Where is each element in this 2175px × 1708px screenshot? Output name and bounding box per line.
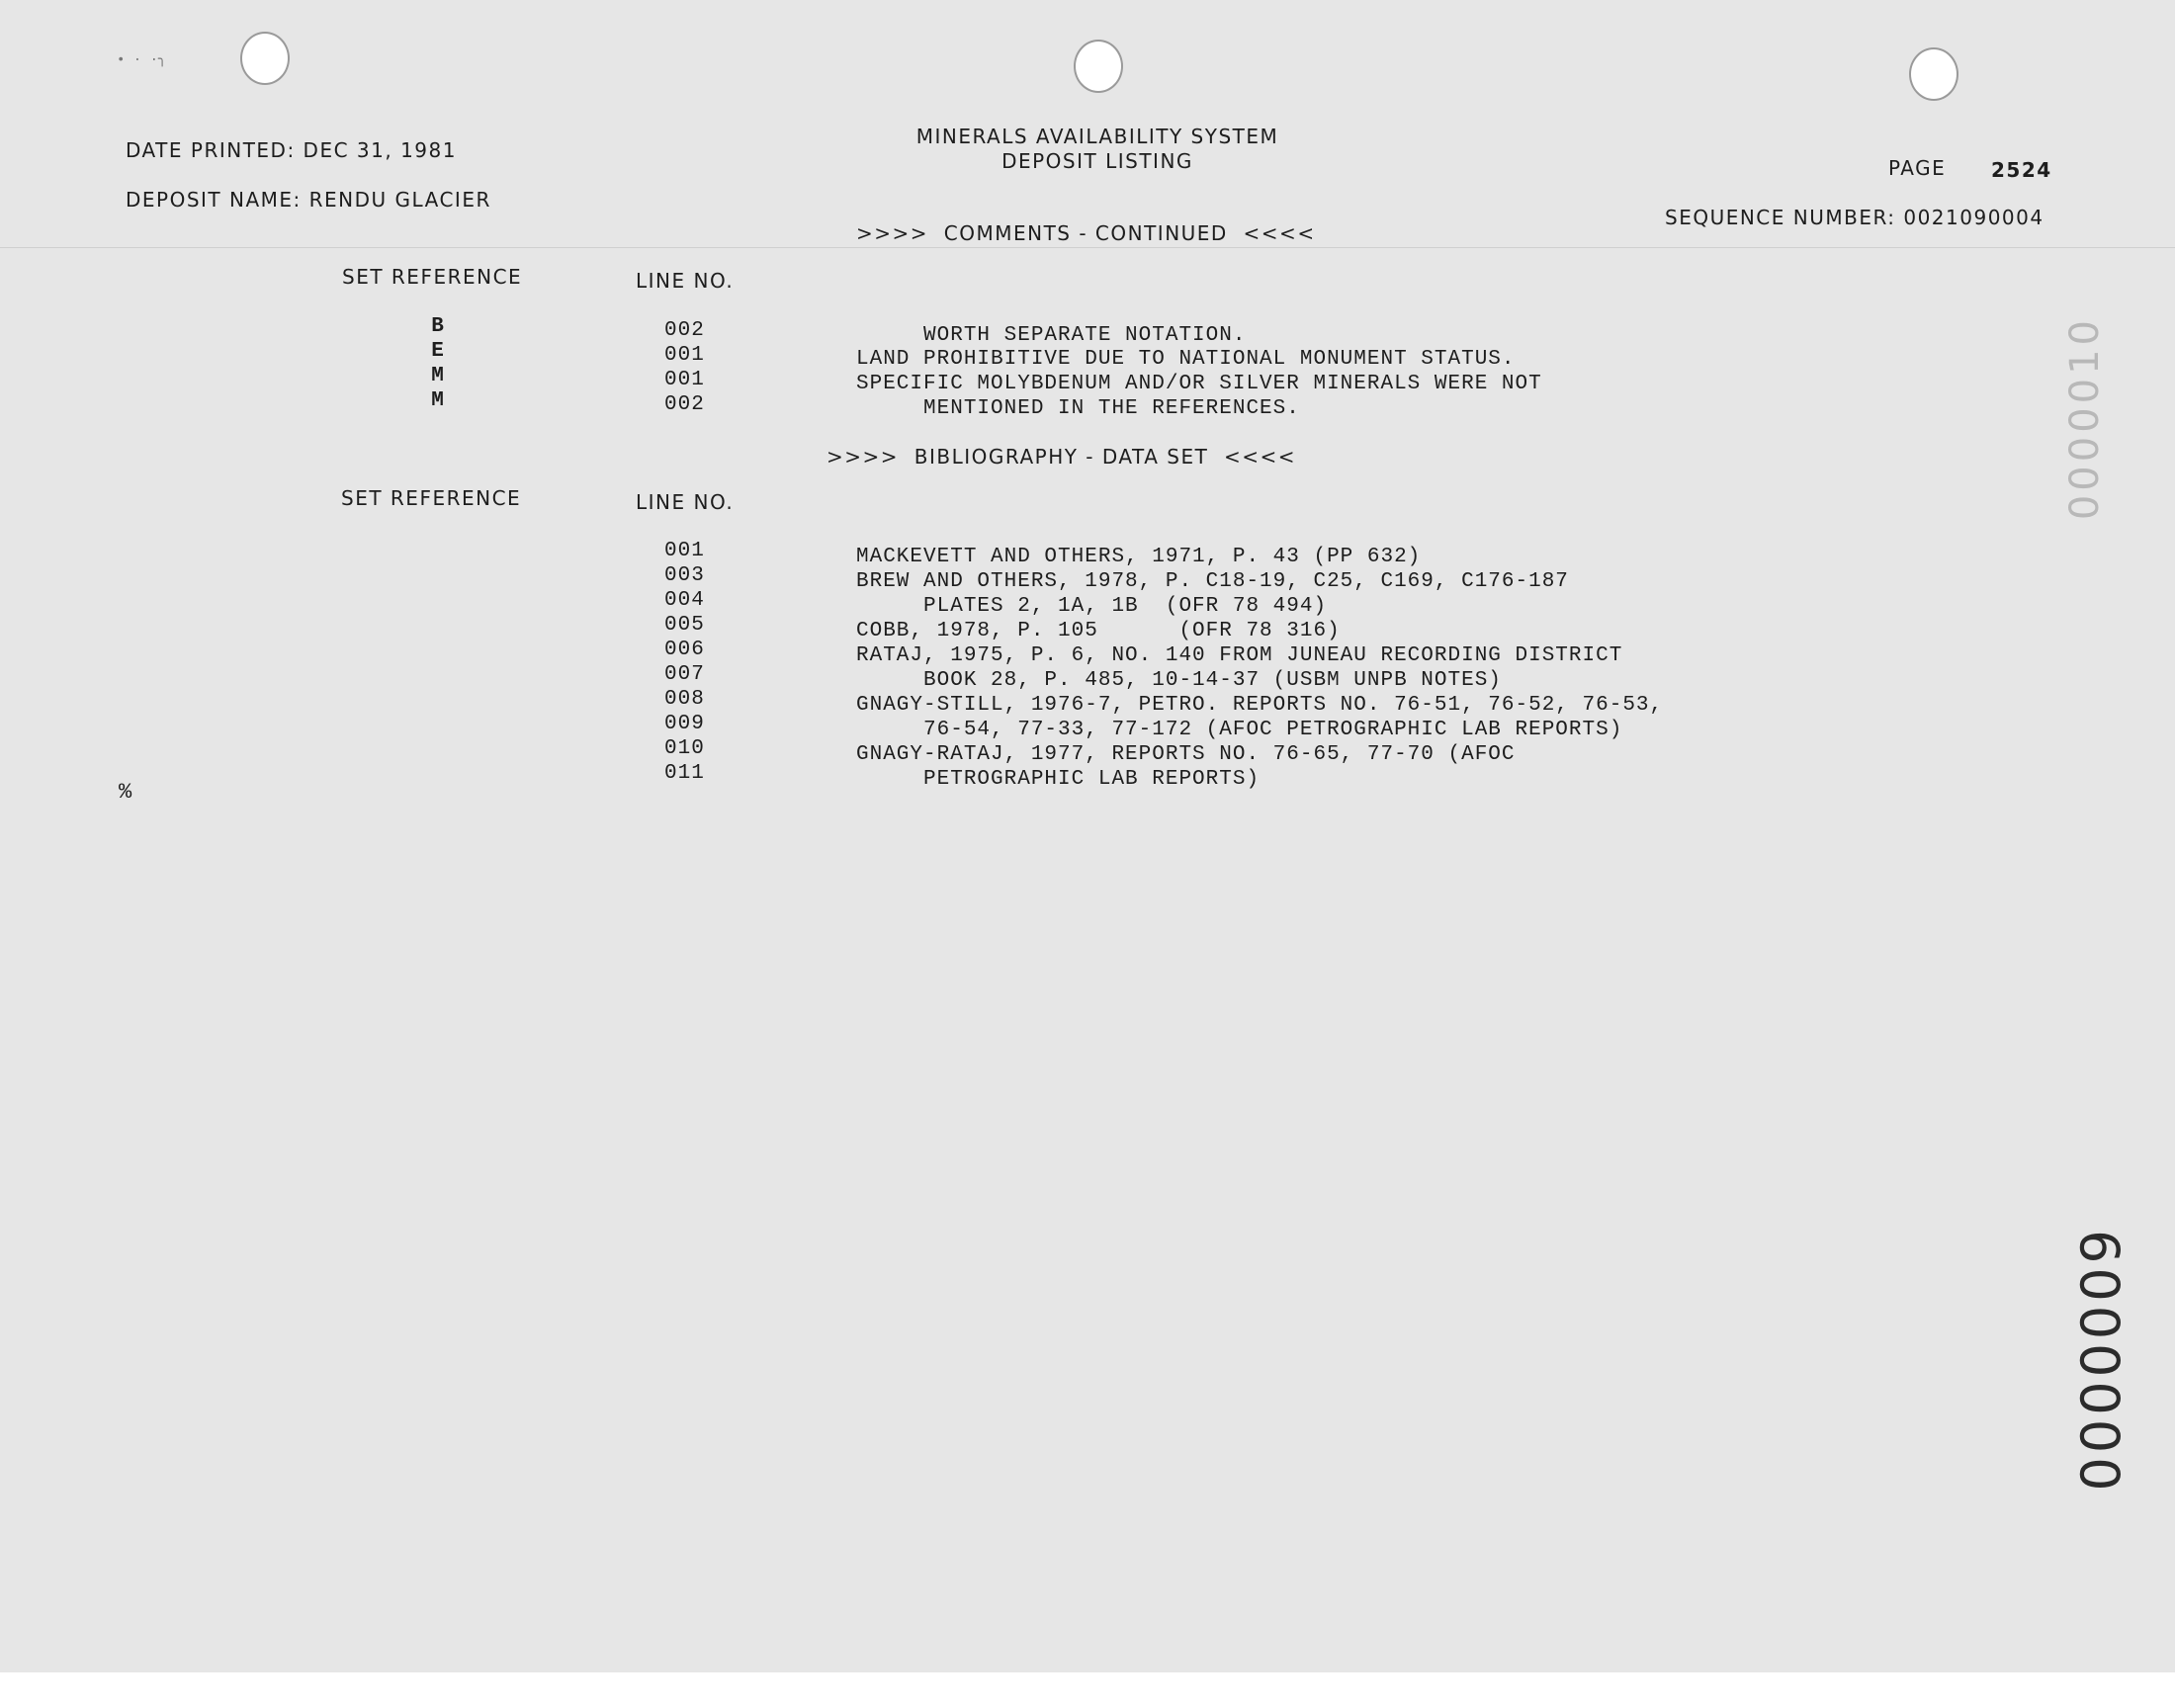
listing-title: DEPOSIT LISTING [1001, 149, 1193, 173]
punch-hole-left [240, 32, 290, 85]
margin-frame-number-bottom: 0000009 [2070, 1226, 2132, 1492]
deposit-name: DEPOSIT NAME: RENDU GLACIER [126, 188, 491, 212]
line-number: 002 [664, 319, 705, 342]
comments-col-set-reference: SET REFERENCE [342, 265, 523, 289]
set-reference: B [431, 315, 445, 338]
bibliography-text: MACKEVETT AND OTHERS, 1971, P. 43 (PP 632) [856, 546, 1422, 568]
system-title: MINERALS AVAILABILITY SYSTEM [915, 125, 1279, 148]
comment-text: MENTIONED IN THE REFERENCES. [856, 397, 1300, 420]
set-reference: M [431, 389, 445, 412]
line-number: 001 [664, 369, 705, 391]
end-of-record-marker: % [119, 780, 132, 805]
line-number: 005 [664, 614, 705, 637]
set-reference: M [431, 365, 445, 387]
set-reference: E [431, 340, 445, 363]
punch-hole-right [1909, 47, 1958, 101]
margin-frame-number-top: 0000010 [2062, 316, 2108, 521]
comment-text: WORTH SEPARATE NOTATION. [856, 324, 1247, 347]
bibliography-text: GNAGY-RATAJ, 1977, REPORTS NO. 76-65, 77-70 (AFOC [856, 743, 1516, 766]
bibliography-banner: >>>> BIBLIOGRAPHY - DATA SET <<<< [826, 445, 1297, 469]
punch-hole-center [1074, 40, 1123, 93]
paper-specks: • · ·╮ [117, 52, 167, 68]
line-number: 007 [664, 663, 705, 686]
comment-text: SPECIFIC MOLYBDENUM AND/OR SILVER MINERALS WERE NOT [856, 373, 1542, 395]
comments-col-line-no: LINE NO. [636, 269, 735, 293]
bibliography-text: RATAJ, 1975, P. 6, NO. 140 FROM JUNEAU RECORDING DISTRICT [856, 644, 1623, 667]
line-number: 002 [664, 393, 705, 416]
bibliography-text: PETROGRAPHIC LAB REPORTS) [856, 768, 1261, 791]
bibliography-text: BREW AND OTHERS, 1978, P. C18-19, C25, C169, C176-187 [856, 570, 1569, 593]
comments-banner: >>>> COMMENTS - CONTINUED <<<< [856, 221, 1316, 245]
bibliography-text: GNAGY-STILL, 1976-7, PETRO. REPORTS NO. 76-51, 76-52, 76-53, [856, 694, 1664, 717]
page-number: 2524 [1991, 158, 2052, 182]
bibliography-col-line-no: LINE NO. [636, 490, 735, 514]
line-number: 001 [664, 344, 705, 367]
line-number: 001 [664, 540, 705, 562]
comment-text: LAND PROHIBITIVE DUE TO NATIONAL MONUMENT STATUS. [856, 348, 1516, 371]
bibliography-text: BOOK 28, P. 485, 10-14-37 (USBM UNPB NOTES) [856, 669, 1502, 692]
line-number: 009 [664, 713, 705, 735]
line-number: 010 [664, 737, 705, 760]
line-number: 006 [664, 639, 705, 661]
header-rule [0, 247, 2175, 248]
bibliography-text: PLATES 2, 1A, 1B (OFR 78 494) [856, 595, 1328, 618]
date-printed: DATE PRINTED: DEC 31, 1981 [126, 138, 457, 162]
bibliography-text: 76-54, 77-33, 77-172 (AFOC PETROGRAPHIC LAB REPORTS) [856, 719, 1623, 741]
line-number: 004 [664, 589, 705, 612]
line-number: 011 [664, 762, 705, 785]
bibliography-text: COBB, 1978, P. 105 (OFR 78 316) [856, 620, 1341, 642]
line-number: 008 [664, 688, 705, 711]
page-label: PAGE [1888, 156, 1947, 180]
bibliography-col-set-reference: SET REFERENCE [341, 486, 522, 510]
line-number: 003 [664, 564, 705, 587]
sequence-number: SEQUENCE NUMBER: 0021090004 [1665, 206, 2044, 229]
